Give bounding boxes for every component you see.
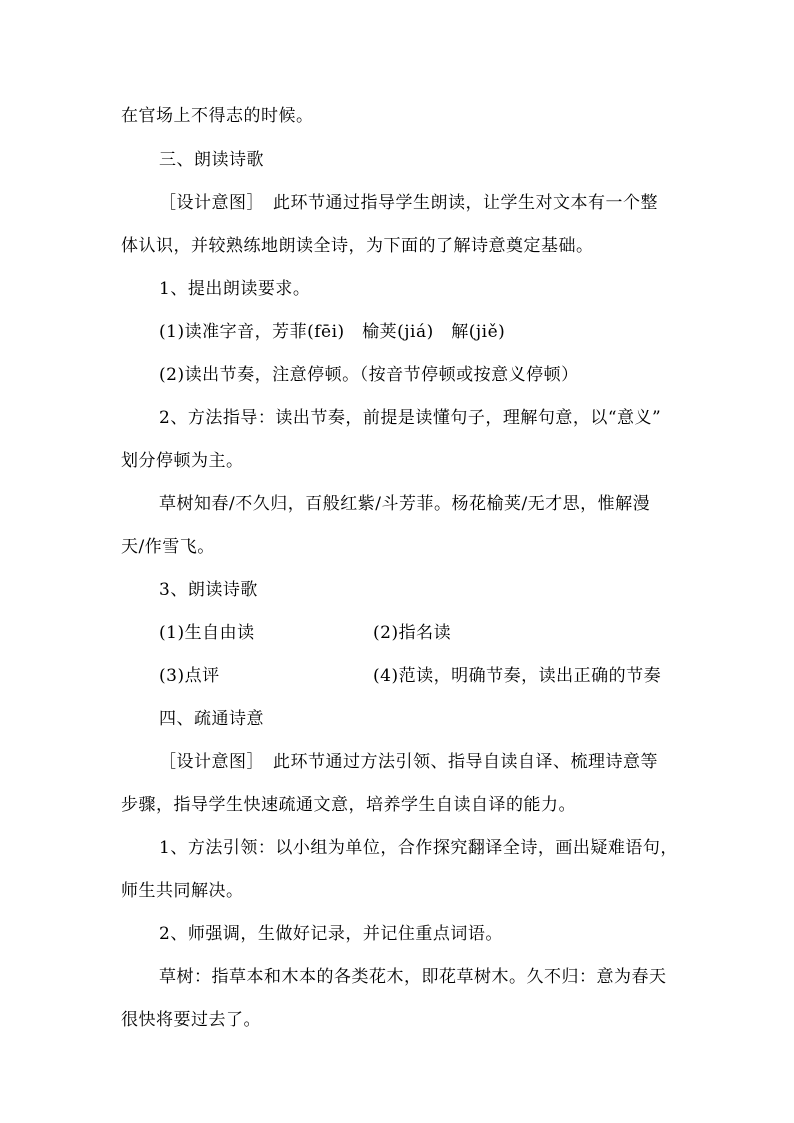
requirement-pronunciation: (1)读准字音，芳菲(fēi) 榆荚(jiá) 解(jiě) — [159, 322, 506, 342]
design-intent-2-line-2: 步骤，指导学生快速疏通文意，培养学生自读自译的能力。 — [121, 795, 576, 815]
text-line-continuation: 在官场上不得志的时候。 — [121, 106, 314, 126]
design-intent-2-line-1: ［设计意图］ 此环节通过方法引领、指导自读自译、梳理诗意等 — [159, 752, 658, 772]
item-reading-requirements: 1、提出朗读要求。 — [159, 279, 311, 299]
method-lead-line-2: 师生共同解决。 — [121, 881, 244, 901]
reading-methods-row-1 — [159, 621, 719, 645]
method-model-reading: (4)范读，明确节奏，读出正确的节奏 — [373, 666, 662, 686]
method-comment: (3)点评 — [159, 666, 220, 686]
design-intent-line-1: ［设计意图］ 此环节通过指导学生朗读，让学生对文本有一个整 — [159, 193, 658, 213]
method-free-reading: (1)生自由读 — [159, 623, 255, 643]
method-lead-line-1: 1、方法引领：以小组为单位，合作探究翻译全诗，画出疑难语句， — [159, 838, 678, 858]
method-guidance-line-2: 划分停顿为主。 — [121, 451, 244, 471]
section-heading-understand-poem: 四、疏通诗意 — [159, 709, 264, 729]
item-read-poem: 3、朗读诗歌 — [159, 580, 258, 600]
reading-methods-row-2 — [159, 664, 719, 688]
section-heading-read-poem: 三、朗读诗歌 — [159, 150, 264, 170]
method-guidance-line-1: 2、方法指导：读出节奏，前提是读懂句子，理解句意，以“意义” — [159, 408, 662, 428]
poem-rhythm-line-1: 草树知春/不久归，百般红紫/斗芳菲。杨花榆荚/无才思，惟解漫 — [159, 494, 651, 514]
poem-rhythm-line-2: 天/作雪飞。 — [121, 537, 215, 557]
vocabulary-line-2: 很快将要过去了。 — [121, 1010, 261, 1030]
teacher-emphasis: 2、师强调，生做好记录，并记住重点词语。 — [159, 924, 503, 944]
requirement-rhythm: (2)读出节奏，注意停顿。（按音节停顿或按意义停顿） — [159, 365, 579, 385]
method-named-reading: (2)指名读 — [373, 623, 452, 643]
vocabulary-line-1: 草树：指草本和木本的各类花木，即花草树木。久不归：意为春天 — [159, 967, 667, 987]
design-intent-line-2: 体认识，并较熟练地朗读全诗，为下面的了解诗意奠定基础。 — [121, 236, 594, 256]
